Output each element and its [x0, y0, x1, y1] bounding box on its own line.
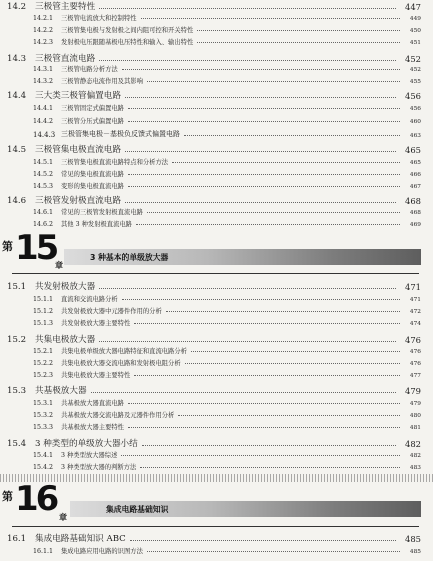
page-number: 452	[409, 67, 421, 73]
toc-section-14-5[interactable]	[0, 143, 433, 155]
subsection-title: 三极管电路分析方法	[61, 66, 118, 73]
page-number: 465	[409, 160, 421, 166]
chapter-number: 15	[15, 228, 57, 268]
dot-leader	[121, 454, 400, 456]
toc-subsection-15-4-2[interactable]	[0, 462, 433, 471]
chapter-suffix: 章	[59, 513, 67, 522]
toc-subsection-14-3-2[interactable]	[0, 76, 433, 85]
page-number: 468	[409, 210, 421, 216]
page-number: 472	[409, 309, 421, 315]
subsection-number: 15.1.3	[33, 320, 54, 327]
subsection-title: 共集电极放大器主要特性	[61, 372, 131, 379]
toc-subsection-15-3-1[interactable]	[0, 398, 433, 407]
dot-leader	[128, 120, 400, 122]
dot-leader	[128, 402, 400, 404]
subsection-number: 14.6.1	[33, 209, 54, 216]
toc-subsection-15-4-1[interactable]	[0, 450, 433, 459]
page-number: 471	[405, 282, 421, 292]
subsection-title: 发射极电压跟随基极电压特性和输入、输出特性	[61, 39, 194, 46]
chapter-title: 集成电路基础知识	[106, 505, 169, 514]
dot-leader	[91, 391, 396, 393]
toc-section-14-3[interactable]	[0, 52, 433, 64]
page-number: 482	[405, 439, 421, 449]
section-number: 15.3	[7, 386, 27, 396]
page-number: 460	[409, 119, 421, 125]
toc-subsection-14-5-2[interactable]	[0, 169, 433, 178]
subsection-title: 三极管分压式偏置电路	[61, 118, 124, 125]
subsection-number: 14.3.2	[33, 78, 54, 85]
subsection-number: 14.4.1	[33, 105, 54, 112]
dot-leader	[147, 211, 400, 213]
section-number: 15.1	[7, 282, 27, 292]
toc-subsection-14-5-3[interactable]	[0, 181, 433, 190]
subsection-number: 15.4.2	[33, 464, 54, 471]
chapter-prefix: 第	[2, 490, 13, 503]
section-number: 14.3	[7, 54, 27, 64]
dot-leader	[197, 29, 400, 31]
toc-subsection-15-1-1[interactable]	[0, 294, 433, 303]
page-number: 456	[405, 91, 421, 101]
subsection-number: 14.2.3	[33, 39, 54, 46]
toc-subsection-14-4-1[interactable]	[0, 103, 433, 112]
section-number: 14.6	[7, 196, 27, 206]
toc-subsection-14-6-2[interactable]	[0, 219, 433, 228]
dot-leader	[99, 59, 396, 61]
toc-section-14-2[interactable]	[0, 0, 433, 12]
subsection-title: 集成电路应用电路的识图方法	[61, 548, 143, 555]
dot-leader	[191, 350, 400, 352]
section-number: 14.5	[7, 145, 27, 155]
subsection-number: 14.2.1	[33, 15, 54, 22]
dot-leader	[130, 539, 396, 541]
dot-leader	[142, 444, 396, 446]
subsection-title: 3 种类型放大器综述	[61, 452, 118, 459]
edge-hatch-decoration	[0, 474, 433, 482]
page-number: 476	[409, 361, 421, 367]
toc-subsection-14-2-3[interactable]	[0, 37, 433, 46]
page-number: 480	[409, 413, 421, 419]
section-title: 三极管直流电路	[35, 54, 96, 64]
dot-leader	[99, 7, 396, 9]
toc-subsection-15-1-3[interactable]	[0, 318, 433, 327]
dot-leader	[185, 362, 400, 364]
toc-subsection-15-3-3[interactable]	[0, 422, 433, 431]
toc-subsection-15-2-3[interactable]	[0, 370, 433, 379]
dot-leader	[125, 150, 396, 152]
dot-leader	[134, 374, 400, 376]
subsection-number: 14.6.2	[33, 221, 54, 228]
chapter-16-header[interactable]	[0, 479, 433, 528]
subsection-title: 常见的集电极直流电路	[61, 171, 124, 178]
subsection-number: 15.2.1	[33, 348, 54, 355]
toc-subsection-15-1-2[interactable]	[0, 306, 433, 315]
subsection-number: 15.3.3	[33, 424, 54, 431]
subsection-number: 14.3.1	[33, 66, 54, 73]
subsection-title: 三极管集电极与发射极之间内阻可控和开关特性	[61, 27, 194, 34]
chapter-prefix: 第	[2, 240, 13, 253]
subsection-number: 15.2.3	[33, 372, 54, 379]
page-number: 485	[409, 549, 421, 555]
chapter-rule	[12, 273, 419, 274]
page-number: 463	[409, 133, 421, 139]
toc-section-15-2[interactable]	[0, 333, 433, 345]
subsection-number: 15.1.2	[33, 308, 54, 315]
page-number: 476	[409, 349, 421, 355]
page-number: 467	[409, 184, 421, 190]
page-number: 476	[405, 335, 421, 345]
page-number: 455	[409, 79, 421, 85]
dot-leader	[178, 414, 400, 416]
subsection-title: 共发射极放大器主要特性	[61, 320, 131, 327]
page-number: 477	[409, 373, 421, 379]
chapter-suffix: 章	[55, 261, 63, 270]
page-number: 451	[409, 40, 421, 46]
dot-leader	[197, 41, 400, 43]
chapter-title: 3 种基本的单级放大器	[90, 253, 169, 262]
dot-leader	[141, 17, 400, 19]
dot-leader	[134, 322, 400, 324]
subsection-title: 常见的三极管发射极直流电路	[61, 209, 143, 216]
section-title: 三极管主要特性	[35, 2, 96, 12]
dot-leader	[140, 466, 400, 468]
toc-subsection-14-2-2[interactable]	[0, 25, 433, 34]
dot-leader	[125, 201, 396, 203]
section-number: 15.2	[7, 335, 27, 345]
page-number: 471	[409, 297, 421, 303]
page-number: 466	[409, 172, 421, 178]
toc-section-16-1[interactable]	[0, 532, 433, 544]
subsection-title: 共集电极单级放大器电路特征和直流电路分析	[61, 348, 187, 355]
dot-leader	[125, 96, 396, 98]
subsection-title: 3 种类型放大器的判断方法	[61, 464, 137, 471]
dot-leader	[184, 134, 400, 136]
page-number: 479	[409, 401, 421, 407]
dot-leader	[128, 185, 400, 187]
toc-section-15-1[interactable]	[0, 280, 433, 292]
toc-subsection-14-4-3[interactable]	[0, 129, 433, 139]
subsection-number: 14.5.2	[33, 171, 54, 178]
dot-leader	[99, 287, 396, 289]
dot-leader	[147, 80, 400, 82]
dot-leader	[136, 223, 400, 225]
subsection-title: 变形的集电极直流电路	[61, 183, 124, 190]
subsection-title: 三极管电流放大和控制特性	[61, 15, 137, 22]
page-number: 456	[409, 106, 421, 112]
toc-subsection-15-2-2[interactable]	[0, 358, 433, 367]
section-title: 共发射极放大器	[35, 282, 96, 292]
page-number: 465	[405, 145, 421, 155]
subsection-number: 15.3.2	[33, 412, 54, 419]
page-number: 469	[409, 222, 421, 228]
toc-subsection-14-6-1[interactable]	[0, 207, 433, 216]
page-number: 483	[409, 465, 421, 471]
toc-section-14-6[interactable]	[0, 194, 433, 206]
page-number: 482	[409, 453, 421, 459]
subsection-title: 共集电极放大器交流电路和发射极电阻分析	[61, 360, 181, 367]
section-title: 共集电极放大器	[35, 335, 96, 345]
section-number: 14.2	[7, 2, 27, 12]
subsection-number: 15.3.1	[33, 400, 54, 407]
page-number: 447	[405, 2, 421, 12]
chapter-number: 16	[15, 479, 57, 519]
subsection-number: 16.1.1	[33, 548, 54, 555]
section-number: 14.4	[7, 91, 27, 101]
subsection-title: 三极管集电极－基极负反馈式偏置电路	[61, 130, 180, 138]
page-number: 449	[409, 16, 421, 22]
subsection-title: 共基极放大器直流电路	[61, 400, 124, 407]
dot-leader	[128, 107, 400, 109]
subsection-number: 14.2.2	[33, 27, 54, 34]
dot-leader	[128, 173, 400, 175]
page-number: 474	[409, 321, 421, 327]
subsection-number: 14.5.3	[33, 183, 54, 190]
subsection-title: 共发射极放大器中元器件作用的分析	[61, 308, 162, 315]
subsection-title: 共基极放大器交流电路及元器件作用分析	[61, 412, 175, 419]
dot-leader	[128, 426, 400, 428]
page-number: 450	[409, 28, 421, 34]
toc-subsection-14-2-1[interactable]	[0, 13, 433, 22]
section-number: 15.4	[7, 439, 27, 449]
subsection-title: 三极管集电极直流电路特点和分析方法	[61, 159, 169, 166]
dot-leader	[166, 310, 400, 312]
subsection-title: 直流和交流电路分析	[61, 296, 118, 303]
toc-section-15-4[interactable]	[0, 437, 433, 449]
subsection-number: 15.4.1	[33, 452, 54, 459]
page-number: 468	[405, 196, 421, 206]
subsection-number: 14.5.1	[33, 159, 54, 166]
toc-subsection-15-3-2[interactable]	[0, 410, 433, 419]
section-number: 16.1	[7, 534, 27, 544]
toc-subsection-14-5-1[interactable]	[0, 157, 433, 166]
dot-leader	[172, 161, 400, 163]
toc-section-15-3[interactable]	[0, 384, 433, 396]
section-title: 三极管集电极直流电路	[35, 145, 121, 155]
section-title: 共基极放大器	[35, 386, 87, 396]
section-title: 三大类三极管偏置电路	[35, 91, 121, 101]
page-number: 481	[409, 425, 421, 431]
dot-leader	[99, 340, 396, 342]
chapter-rule	[12, 526, 419, 527]
section-title: 三极管发射极直流电路	[35, 196, 121, 206]
subsection-number: 14.4.3	[33, 131, 56, 139]
dot-leader	[147, 550, 400, 552]
toc-subsection-16-1-1[interactable]	[0, 546, 433, 555]
chapter-15-header[interactable]	[0, 228, 433, 274]
section-title: 集成电路基础知识 ABC	[35, 534, 126, 544]
section-title: 3 种类型的单级放大器小结	[35, 439, 138, 449]
toc-subsection-15-2-1[interactable]	[0, 346, 433, 355]
page-number: 452	[405, 54, 421, 64]
subsection-title: 三极管静态电流作用及其影响	[61, 78, 143, 85]
page-number: 479	[405, 386, 421, 396]
subsection-title: 三极管固定式偏置电路	[61, 105, 124, 112]
toc-section-14-4[interactable]	[0, 89, 433, 101]
page-number: 485	[405, 534, 421, 544]
dot-leader	[122, 298, 400, 300]
toc-subsection-14-3-1[interactable]	[0, 64, 433, 73]
toc-subsection-14-4-2[interactable]	[0, 116, 433, 125]
subsection-title: 共基极放大器主要特性	[61, 424, 124, 431]
subsection-number: 15.2.2	[33, 360, 54, 367]
subsection-title: 其他 3 种发射极直流电路	[61, 221, 132, 228]
subsection-number: 14.4.2	[33, 118, 54, 125]
subsection-number: 15.1.1	[33, 296, 54, 303]
dot-leader	[122, 68, 400, 70]
